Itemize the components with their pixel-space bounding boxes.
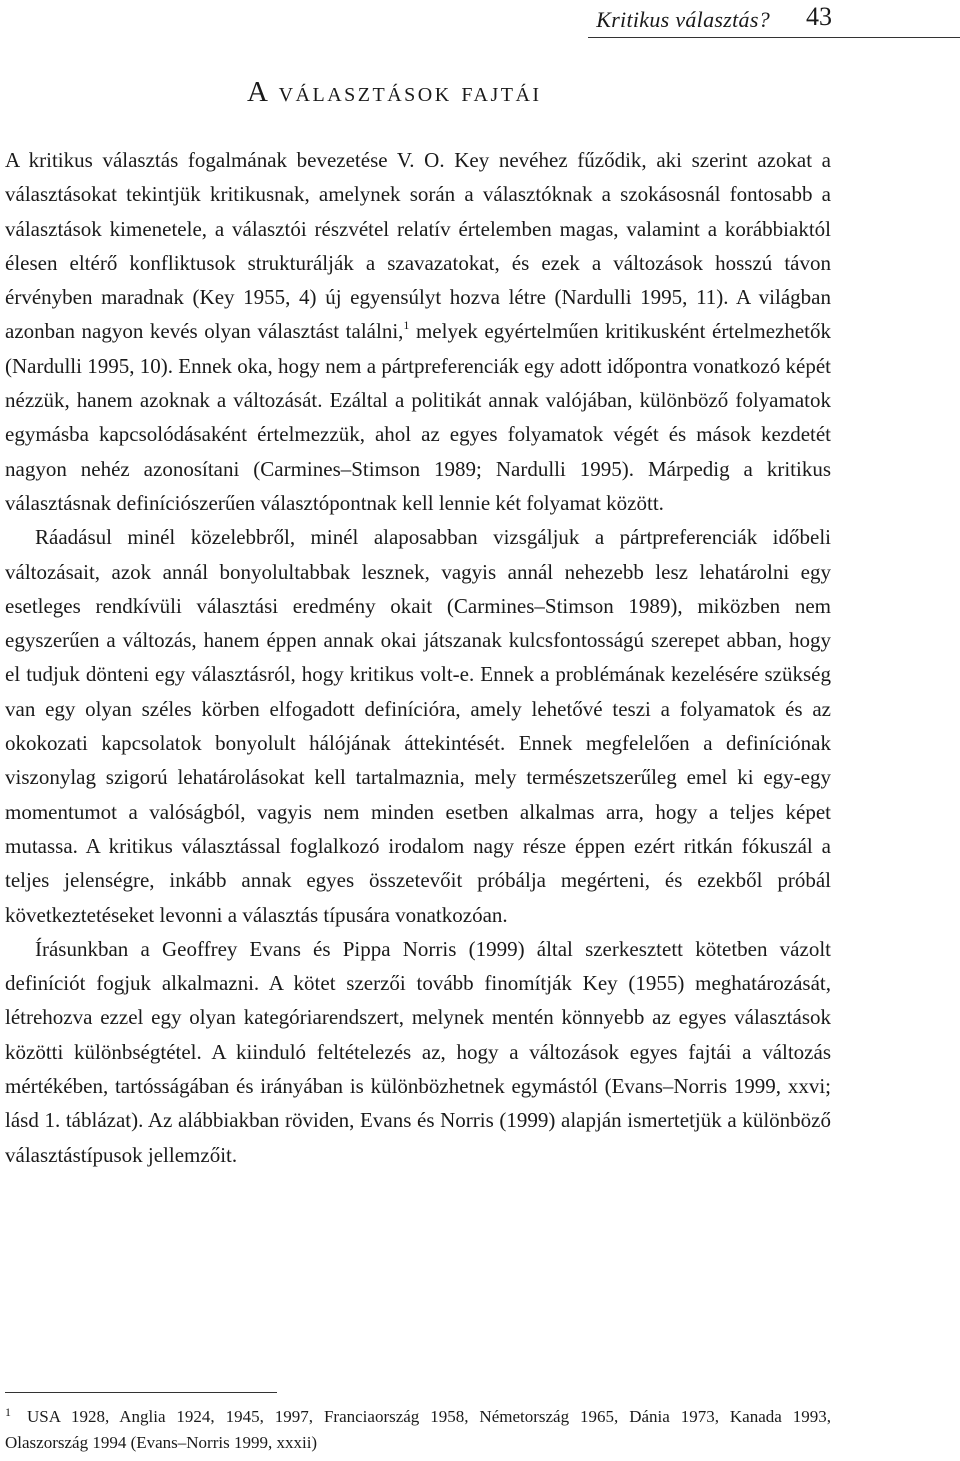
footnote-rule [5, 1392, 277, 1393]
running-title: Kritikus választás? [596, 7, 770, 32]
paragraph-1-continuation: melyek egyértelműen kritikusként értelmezhetők (Nardulli 1995, 10). Ennek oka, hogy nem a pártpreferenciák egy adott időpontra vonatkozó képét nézzük, hanem azoknak a változását. Ezáltal a politikát annak valójában, különböző folyamatok egymásba kapcsolódásaként értelmezzük, ahol az egyes folyamatok végét és mások kezdetét nagyon nehéz azonosítani (Carmines–Stimson 1989; Nardulli 1995). Márpedig a kritikus választásnak definíciószerűen választópontnak kell lennie két folyamat között. [5, 319, 831, 515]
footnote-text: USA 1928, Anglia 1924, 1945, 1997, Franciaország 1958, Németország 1965, Dánia 1973, Kanada 1993, Olaszország 1994 (Evans–Norris 1999, xxxii) [5, 1407, 831, 1452]
page-number: 43 [806, 2, 832, 31]
section-title: A választások fajtái [247, 76, 542, 108]
running-header [0, 0, 960, 40]
footnote: 1 USA 1928, Anglia 1924, 1945, 1997, Franciaország 1958, Németország 1965, Dánia 1973, Kanada 1993, Olaszország 1994 (Evans–Norris 1999, xxxii) [5, 1405, 831, 1452]
paragraph-3: Írásunkban a Geoffrey Evans és Pippa Norris (1999) által szerkesztett kötetben vázolt definíciót fogjuk alkalmazni. A kötet szerzői tovább finomítják Key (1955) meghatározását, létrehozva ezzel egy olyan kategóriarendszert, melynek mentén könnyebb az egyes választások közötti különbségtétel. A kiinduló feltételezés az, hogy a változások egyes fajtái a változás mértékében, tartósságában és irányában is különbözhetnek egymástól (Evans–Norris 1999, xxvi; lásd 1. táblázat). Az alábbiakban röviden, Evans és Norris (1999) alapján ismertetjük a különböző választástípusok jellemzőit. [5, 936, 831, 1167]
paragraph-1 [5, 143, 831, 520]
footnote-reference[interactable]: 1 [403, 318, 410, 333]
body-text [5, 143, 831, 1172]
paragraph-2: Ráadásul minél közelebbről, minél alaposabban vizsgáljuk a pártpreferenciák időbeli változásait, azok annál bonyolultabbak lesznek, vagyis annál nehezebb lesz lehatárolni egy esetleges rendkívüli választási eredmény okait (Carmines–Stimson 1989), miközben nem egyszerűen a változás, hanem éppen annak okai játszanak kulcsfontosságú szerepet abban, hogy el tudjuk dönteni egy választásról, hogy kritikus volt-e. Ennek a problémának kezelésére szükség van egy olyan széles körben elfogadott definícióra, amely lehetővé teszi a folyamatok és az okokozati kapcsolatok bonyolult hálójának áttekintését. Ennek megfelelően a definíciónak viszonylag szigorú lehatárolásokat kell tartalmaznia, mely természetszerűleg emel ki egy-egy momentumot a valóságból, vagyis nem minden esetben alkalmas arra, hogy a teljes képet mutassa. A kritikus választással foglalkozó irodalom nagy része éppen ezért ritkán fókuszál a teljes jelenségre, inkább annak egyes összetevőit próbálja megérteni, és ezekből próbál következtetéseket levonni a választás típusára vonatkozóan. [5, 525, 831, 927]
paragraph-1-text: A kritikus választás fogalmának bevezetése V. O. Key nevéhez fűződik, aki szerint azokat a választásokat tekintjük kritikusnak, amelynek során a választóknak a szokásosnál fontosabb a választások kimenetele, a választói részvétel relatív értelemben magas, valamint a korábbiaktól élesen eltérő konfliktusok strukturálják a szavazatokat, és ezek a változások hosszú távon érvényben maradnak (Key 1955, 4) új egyensúlyt hozva létre (Nardulli 1995, 11). A világban azonban nagyon kevés olyan választást találni, [5, 148, 831, 344]
header-rule [588, 37, 960, 38]
